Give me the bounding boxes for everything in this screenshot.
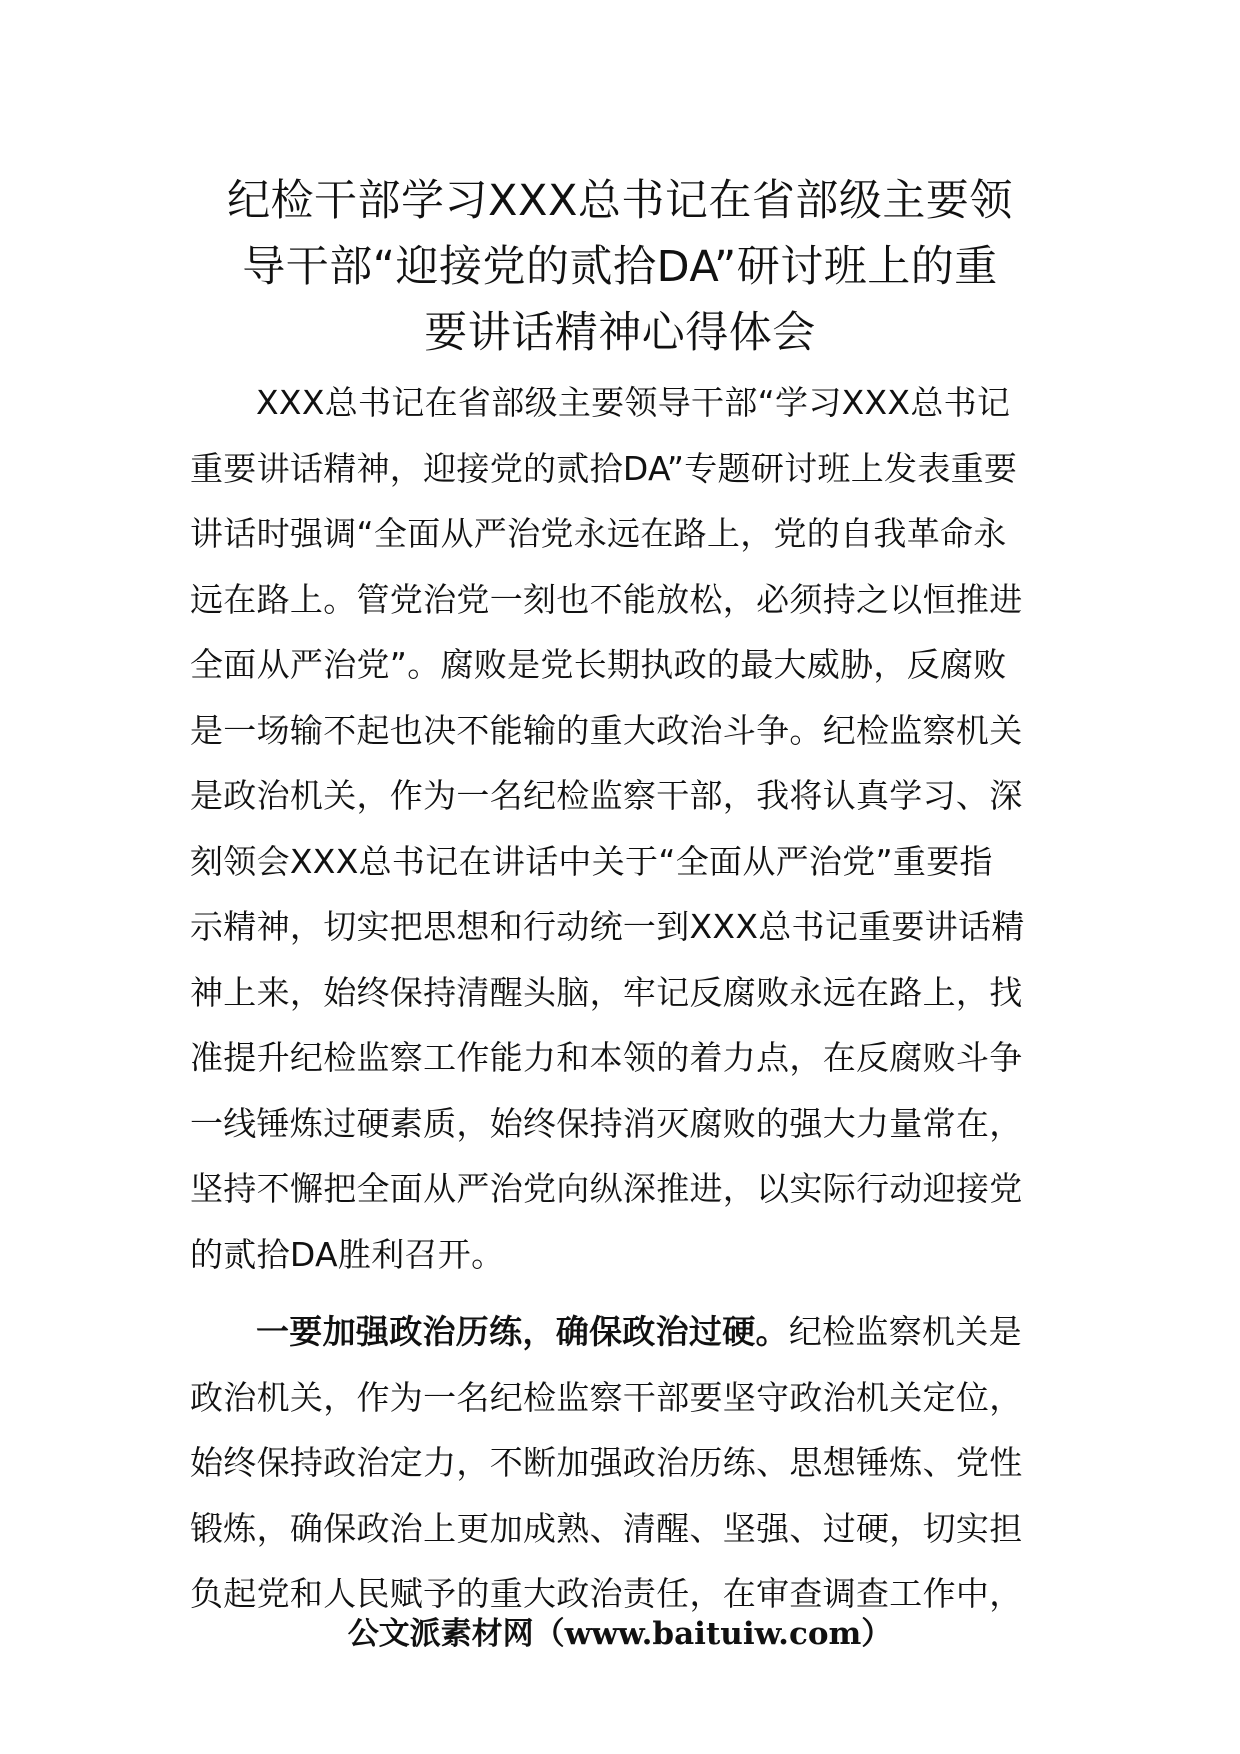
paragraph-line: 始终保持政治定力，不断加强政治历练、思想锤炼、党性: [190, 1443, 1023, 1482]
paragraph-line: 的贰拾DA胜利召开。: [190, 1234, 505, 1274]
paragraph-line: 锻炼，确保政治上更加成熟、清醒、坚强、过硬，切实担: [190, 1508, 1023, 1548]
document-title: [150, 168, 1090, 366]
paragraph-line: [190, 1299, 1070, 1365]
paragraph-line: 神上来，始终保持清醒头脑，牢记反腐败永远在路上，找: [190, 972, 1023, 1012]
paragraph-line: XXX总书记在省部级主要领导干部“学习XXX总书记: [256, 383, 1011, 422]
paragraph-line: 示精神，切实把思想和行动统一到XXX总书记重要讲话精: [190, 907, 1025, 946]
paragraph-line: 重要讲话精神，迎接党的贰拾DA”专题研讨班上发表重要: [190, 448, 1018, 488]
paragraph-line: 是政治机关，作为一名纪检监察干部，我将认真学习、深: [190, 776, 1023, 815]
paragraph-line: 全面从严治党”。腐败是党长期执政的最大威胁，反腐败: [190, 645, 1007, 684]
section-text: 纪检监察机关是: [788, 1312, 1022, 1351]
title-line: 导干部“迎接党的贰拾DA”研讨班上的重: [242, 242, 998, 292]
title-line: 要讲话精神心得体会: [424, 308, 816, 358]
paragraph-line: 政治机关，作为一名纪检监察干部要坚守政治机关定位，: [190, 1377, 1023, 1417]
section-heading: 一要加强政治历练，确保政治过硬。: [256, 1312, 789, 1351]
paragraph-section-one: [190, 1299, 1070, 1627]
paragraph-line: 坚持不懈把全面从严治党向纵深推进，以实际行动迎接党: [190, 1169, 1023, 1208]
paragraph-line: 讲话时强调“全面从严治党永远在路上，党的自我革命永: [190, 514, 1007, 553]
paragraph-line: 是一场输不起也决不能输的重大政治斗争。纪检监察机关: [190, 710, 1023, 750]
paragraph-line: 准提升纪检监察工作能力和本领的着力点，在反腐败斗争: [190, 1038, 1023, 1077]
paragraph-spacer: [190, 1287, 1070, 1299]
page-footer: 公文派素材网（www.baituiw.com）: [347, 1616, 893, 1652]
paragraph-line: 刻领会XXX总书记在讲话中关于“全面从严治党”重要指: [190, 841, 993, 881]
title-line: 纪检干部学习XXX总书记在省部级主要领: [227, 176, 1013, 226]
paragraph-line: 远在路上。管党治党一刻也不能放松，必须持之以恒推进: [190, 579, 1023, 619]
document-body: [190, 370, 1070, 1627]
paragraph-line: 负起党和人民赋予的重大政治责任，在审查调查工作中，: [190, 1574, 1023, 1613]
paragraph-line: 一线锤炼过硬素质，始终保持消灭腐败的强大力量常在，: [190, 1103, 1023, 1143]
paragraph-intro: [190, 370, 1070, 1287]
